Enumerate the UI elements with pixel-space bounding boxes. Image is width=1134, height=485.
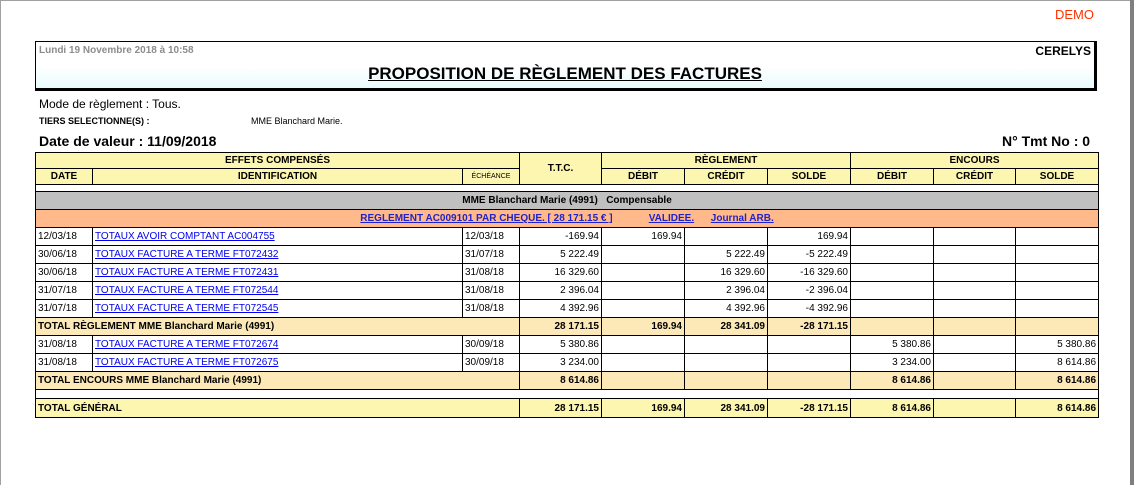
report-header: [35, 41, 1097, 91]
col-ttc: T.T.C.: [520, 153, 602, 185]
table-row: [36, 354, 1099, 372]
col-reg-debit: DÉBIT: [602, 169, 685, 185]
reglement-status: VALIDEE.: [648, 213, 695, 224]
row-reg-debit: [602, 246, 685, 264]
row-identification-link[interactable]: TOTAUX FACTURE A TERME FT072431: [93, 264, 463, 282]
row-echeance: 31/08/18: [463, 282, 520, 300]
col-reg-solde: SOLDE: [768, 169, 851, 185]
treatment-number: N° Tmt No : 0: [1002, 133, 1091, 149]
row-echeance: 31/07/18: [463, 246, 520, 264]
total-general-reg-credit: 28 341.09: [685, 399, 768, 418]
col-reg-credit: CRÉDIT: [685, 169, 768, 185]
row-reg-credit: 5 222.49: [685, 246, 768, 264]
row-ttc: 5 380.86: [520, 336, 602, 354]
row-enc-credit: [934, 228, 1016, 246]
col-effets: EFFETS COMPENSÉS: [36, 153, 520, 169]
total-general-enc-debit: 8 614.86: [851, 399, 934, 418]
row-date: 30/06/18: [36, 264, 93, 282]
total-reglement-ttc: 28 171.15: [520, 318, 602, 336]
total-encours-ttc: 8 614.86: [520, 372, 602, 390]
total-encours-debit: 8 614.86: [851, 372, 934, 390]
header-row-groups: [36, 153, 1099, 169]
row-enc-credit: [934, 300, 1016, 318]
row-echeance: 31/08/18: [463, 300, 520, 318]
row-ttc: 16 329.60: [520, 264, 602, 282]
row-ttc: 4 392.96: [520, 300, 602, 318]
row-ttc: -169.94: [520, 228, 602, 246]
row-identification-link[interactable]: TOTAUX FACTURE A TERME FT072674: [93, 336, 463, 354]
print-date: Lundi 19 Novembre 2018 à 10:58: [39, 45, 194, 56]
window-frame-right: [1130, 0, 1134, 485]
row-reg-credit: 2 396.04: [685, 282, 768, 300]
row-enc-solde: [1016, 246, 1099, 264]
row-echeance: 31/08/18: [463, 264, 520, 282]
settlement-table: [35, 152, 1099, 418]
row-enc-debit: 5 380.86: [851, 336, 934, 354]
row-echeance: 12/03/18: [463, 228, 520, 246]
row-enc-solde: 8 614.86: [1016, 354, 1099, 372]
reglement-journal: Journal ARB.: [710, 213, 774, 224]
row-echeance: 30/09/18: [463, 336, 520, 354]
table-row: [36, 300, 1099, 318]
client-status: Compensable: [606, 195, 672, 206]
total-general-reg-solde: -28 171.15: [768, 399, 851, 418]
row-identification-link[interactable]: TOTAUX AVOIR COMPTANT AC004755: [93, 228, 463, 246]
col-identification: IDENTIFICATION: [93, 169, 463, 185]
row-ttc: 3 234.00: [520, 354, 602, 372]
total-encours-label: TOTAL ENCOURS MME Blanchard Marie (4991): [36, 372, 520, 390]
window-frame-left: [0, 0, 1, 485]
row-enc-solde: [1016, 282, 1099, 300]
row-date: 31/08/18: [36, 354, 93, 372]
total-reglement-solde: -28 171.15: [768, 318, 851, 336]
row-enc-debit: [851, 228, 934, 246]
total-reglement-debit: 169.94: [602, 318, 685, 336]
total-encours-row: [36, 372, 1099, 390]
row-enc-solde: [1016, 228, 1099, 246]
row-reg-solde: -5 222.49: [768, 246, 851, 264]
col-reglement: RÈGLEMENT: [602, 153, 851, 169]
col-encours: ENCOURS: [851, 153, 1099, 169]
row-reg-solde: 169.94: [768, 228, 851, 246]
total-general-enc-solde: 8 614.86: [1016, 399, 1099, 418]
row-reg-solde: -2 396.04: [768, 282, 851, 300]
row-enc-credit: [934, 264, 1016, 282]
row-enc-solde: [1016, 264, 1099, 282]
row-date: 12/03/18: [36, 228, 93, 246]
row-reg-credit: 4 392.96: [685, 300, 768, 318]
row-enc-debit: [851, 300, 934, 318]
col-enc-credit: CRÉDIT: [934, 169, 1016, 185]
col-enc-debit: DÉBIT: [851, 169, 934, 185]
row-reg-debit: [602, 264, 685, 282]
total-general-row: [36, 399, 1099, 418]
row-reg-credit: 16 329.60: [685, 264, 768, 282]
window-frame-top: [0, 0, 1134, 1]
payment-mode: Mode de règlement : Tous.: [39, 97, 181, 111]
row-enc-solde: [1016, 300, 1099, 318]
tiers-label: TIERS SELECTIONNE(S) :: [39, 116, 150, 126]
total-reglement-credit: 28 341.09: [685, 318, 768, 336]
row-enc-debit: [851, 264, 934, 282]
row-enc-credit: [934, 282, 1016, 300]
total-encours-solde: 8 614.86: [1016, 372, 1099, 390]
row-enc-debit: [851, 282, 934, 300]
client-name: MME Blanchard Marie (4991): [462, 195, 598, 206]
demo-watermark: DEMO: [1055, 7, 1094, 22]
row-identification-link[interactable]: TOTAUX FACTURE A TERME FT072432: [93, 246, 463, 264]
reglement-link[interactable]: REGLEMENT AC009101 PAR CHEQUE. [ 28 171.15 € ]: [360, 213, 613, 224]
row-date: 31/07/18: [36, 282, 93, 300]
col-enc-solde: SOLDE: [1016, 169, 1099, 185]
total-general-ttc: 28 171.15: [520, 399, 602, 418]
report-title: PROPOSITION DE RÈGLEMENT DES FACTURES: [368, 64, 762, 83]
value-date: Date de valeur : 11/09/2018: [39, 133, 217, 149]
total-general-label: TOTAL GÉNÉRAL: [36, 399, 520, 418]
company-name: CERELYS: [1035, 44, 1091, 58]
row-echeance: 30/09/18: [463, 354, 520, 372]
row-identification-link[interactable]: TOTAUX FACTURE A TERME FT072675: [93, 354, 463, 372]
row-reg-debit: [602, 300, 685, 318]
row-enc-debit: 3 234.00: [851, 354, 934, 372]
row-ttc: 2 396.04: [520, 282, 602, 300]
table-row: [36, 228, 1099, 246]
client-group-row: [36, 192, 1099, 210]
total-reglement-row: [36, 318, 1099, 336]
row-enc-debit: [851, 246, 934, 264]
row-identification-link[interactable]: TOTAUX FACTURE A TERME FT072545: [93, 300, 463, 318]
row-identification-link[interactable]: TOTAUX FACTURE A TERME FT072544: [93, 282, 463, 300]
total-general-reg-debit: 169.94: [602, 399, 685, 418]
row-reg-debit: 169.94: [602, 228, 685, 246]
table-row: [36, 264, 1099, 282]
tiers-value: MME Blanchard Marie.: [251, 116, 343, 126]
row-date: 30/06/18: [36, 246, 93, 264]
row-reg-solde: -16 329.60: [768, 264, 851, 282]
row-reg-solde: -4 392.96: [768, 300, 851, 318]
col-date: DATE: [36, 169, 93, 185]
total-reglement-label: TOTAL RÈGLEMENT MME Blanchard Marie (4991): [36, 318, 520, 336]
row-enc-credit: [934, 246, 1016, 264]
row-ttc: 5 222.49: [520, 246, 602, 264]
table-row: [36, 246, 1099, 264]
row-enc-solde: 5 380.86: [1016, 336, 1099, 354]
row-date: 31/08/18: [36, 336, 93, 354]
row-reg-debit: [602, 282, 685, 300]
row-date: 31/07/18: [36, 300, 93, 318]
row-reg-credit: [685, 228, 768, 246]
col-echeance: ÉCHÉANCE: [463, 169, 520, 185]
table-row: [36, 282, 1099, 300]
reglement-row[interactable]: [36, 210, 1099, 228]
table-row: [36, 336, 1099, 354]
